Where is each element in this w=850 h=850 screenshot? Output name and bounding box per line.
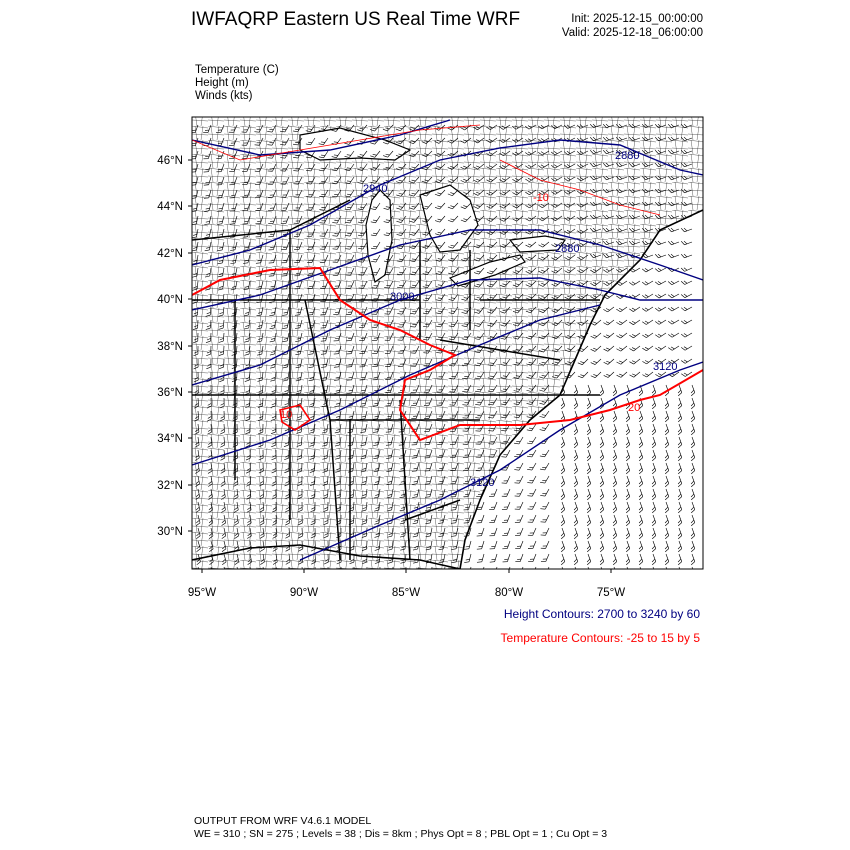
lat-tick xyxy=(157,433,192,445)
lat-tick-label: 42°N xyxy=(157,248,183,260)
lon-tick xyxy=(495,569,523,599)
model-info-line1: OUTPUT FROM WRF V4.6.1 MODEL xyxy=(194,815,372,827)
field-label-winds: Winds (kts) xyxy=(195,90,253,102)
valid-time: Valid: 2025-12-18_06:00:00 xyxy=(561,27,703,39)
lat-tick xyxy=(157,248,192,260)
lat-tick xyxy=(157,294,192,306)
plot-title: IWFAQRP Eastern US Real Time WRF xyxy=(191,9,521,30)
lat-tick-label: 30°N xyxy=(157,526,183,538)
latitude-axis xyxy=(157,155,192,538)
height-contour-label: 3120 xyxy=(653,361,678,373)
lat-tick xyxy=(157,526,192,538)
lat-tick-label: 34°N xyxy=(157,433,183,445)
temperature-contour-legend: Temperature Contours: -25 to 15 by 5 xyxy=(500,631,700,645)
lon-tick-label: 80°W xyxy=(494,587,524,599)
lat-tick-label: 38°N xyxy=(157,341,183,353)
lat-tick-label: 40°N xyxy=(157,294,183,306)
lon-tick xyxy=(392,569,420,599)
lat-tick-label: 32°N xyxy=(157,480,183,492)
lat-tick xyxy=(157,201,192,213)
lat-tick xyxy=(157,480,192,492)
field-label-temperature: Temperature (C) xyxy=(195,64,279,76)
field-label-height: Height (m) xyxy=(195,77,249,89)
lon-tick xyxy=(290,569,318,599)
lat-tick xyxy=(157,155,192,167)
lat-tick-label: 44°N xyxy=(157,201,183,213)
lon-tick-label: 95°W xyxy=(187,587,217,599)
temperature-contour-label: 10 xyxy=(280,409,293,421)
height-contour-label: 3120 xyxy=(470,477,495,489)
longitude-axis xyxy=(188,569,625,599)
lon-tick-label: 75°W xyxy=(596,587,626,599)
temperature-contour-label: 20 xyxy=(628,402,641,414)
lat-tick-label: 46°N xyxy=(157,155,183,167)
init-time: Init: 2025-12-15_00:00:00 xyxy=(571,13,703,25)
height-contour-label: 3000 xyxy=(390,291,415,303)
lat-tick-label: 36°N xyxy=(157,387,183,399)
height-contour-label: 2880 xyxy=(615,150,640,162)
height-contour-label: 2880 xyxy=(555,243,580,255)
lon-tick-label: 90°W xyxy=(289,587,319,599)
model-info-line2: WE = 310 ; SN = 275 ; Levels = 38 ; Dis = 8km ; Phys Opt = 8 ; PBL Opt = 1 ; Cu Opt = 3 xyxy=(194,828,608,840)
lat-tick xyxy=(157,341,192,353)
temperature-contour-label: -10 xyxy=(533,192,549,204)
lat-tick xyxy=(157,387,192,399)
lon-tick xyxy=(188,569,216,599)
lon-tick xyxy=(597,569,625,599)
height-contour-legend: Height Contours: 2700 to 3240 by 60 xyxy=(503,607,700,621)
lon-tick-label: 85°W xyxy=(391,587,421,599)
height-contour-label: 2940 xyxy=(363,183,388,195)
